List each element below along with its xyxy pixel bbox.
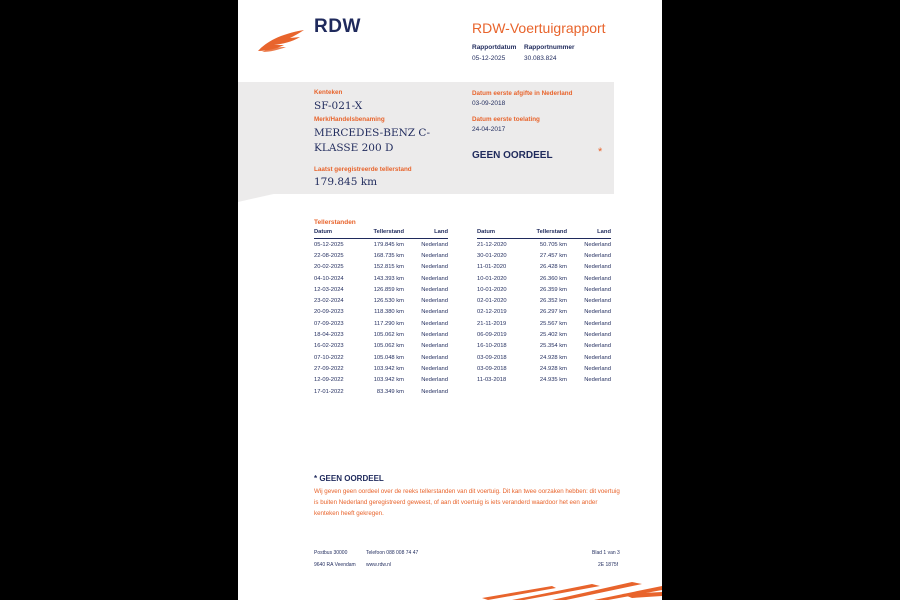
cell-km: 105.062 km: [373, 343, 404, 350]
cell-date: 07-10-2022: [314, 354, 344, 361]
cell-km: 50.705 km: [539, 241, 567, 248]
table-row: [477, 307, 611, 318]
odometer-section-title: Tellerstanden: [314, 219, 356, 226]
rdw-logo-icon: [256, 26, 308, 54]
cell-km: 83.349 km: [376, 388, 404, 395]
cell-country: Nederland: [584, 309, 611, 316]
cell-country: Nederland: [584, 365, 611, 372]
verdict: GEEN OORDEEL: [472, 150, 553, 161]
table-row: [477, 375, 611, 386]
cell-km: 24.928 km: [539, 354, 567, 361]
cell-country: Nederland: [584, 264, 611, 271]
cell-date: 11-01-2020: [477, 264, 507, 271]
report-page: [238, 0, 662, 600]
cell-country: Nederland: [584, 252, 611, 259]
note-title: * GEEN OORDEEL: [314, 474, 384, 483]
cell-date: 17-01-2022: [314, 388, 344, 395]
footer-page: Blad 1 van 3: [592, 550, 620, 556]
cell-km: 143.393 km: [373, 275, 404, 282]
table-row: [314, 386, 448, 397]
table-row: [314, 363, 448, 374]
cell-km: 26.297 km: [539, 309, 567, 316]
cell-km: 118.380 km: [374, 309, 404, 316]
table-row: [314, 250, 448, 261]
cell-country: Nederland: [421, 388, 448, 395]
table-row: [477, 262, 611, 273]
cell-km: 25.354 km: [539, 343, 567, 350]
cell-km: 126.530 km: [373, 298, 404, 305]
cell-country: Nederland: [421, 354, 448, 361]
cell-km: 105.062 km: [373, 332, 404, 339]
footer-postbus: Postbus 30000: [314, 550, 348, 556]
cell-country: Nederland: [584, 241, 611, 248]
plate-label: Kenteken: [314, 89, 343, 96]
cell-country: Nederland: [584, 298, 611, 305]
table-row: [314, 352, 448, 363]
cell-country: Nederland: [421, 241, 448, 248]
cell-date: 04-10-2024: [314, 275, 344, 282]
cell-country: Nederland: [584, 343, 611, 350]
table-row: [314, 318, 448, 329]
cell-date: 16-10-2018: [477, 343, 507, 350]
table-row: [477, 363, 611, 374]
col-km: Tellerstand: [527, 227, 567, 239]
cell-km: 26.352 km: [539, 298, 567, 305]
table-row: [314, 273, 448, 284]
cell-country: Nederland: [584, 320, 611, 327]
cell-km: 105.048 km: [373, 354, 404, 361]
odometer-table-right: [477, 227, 611, 386]
logo-text: RDW: [314, 16, 361, 37]
col-country: Land: [567, 227, 611, 239]
table-row: [314, 239, 448, 251]
footer-phone: Telefoon 088 008 74 47: [366, 550, 419, 556]
cell-country: Nederland: [584, 377, 611, 384]
table-row: [314, 341, 448, 352]
cell-country: Nederland: [421, 275, 448, 282]
report-title: RDW-Voertuigrapport: [472, 20, 606, 36]
table-row: [314, 307, 448, 318]
cell-country: Nederland: [421, 286, 448, 293]
cell-date: 30-01-2020: [477, 252, 507, 259]
report-date: 05-12-2025: [472, 55, 506, 62]
odometer-label: Laatst geregistreerde tellerstand: [314, 166, 412, 173]
cell-date: 03-09-2018: [477, 354, 507, 361]
cell-km: 27.457 km: [539, 252, 567, 259]
cell-date: 10-01-2020: [477, 286, 507, 293]
cell-date: 21-12-2020: [477, 241, 507, 248]
cell-km: 24.928 km: [539, 365, 567, 372]
make-label: Merk/Handelsbenaming: [314, 116, 385, 123]
cell-date: 02-12-2019: [477, 309, 507, 316]
cell-country: Nederland: [421, 309, 448, 316]
band-notch: [238, 193, 278, 202]
cell-country: Nederland: [421, 332, 448, 339]
cell-country: Nederland: [584, 332, 611, 339]
first-nl-label: Datum eerste afgifte in Nederland: [472, 90, 573, 97]
decorative-stripes-icon: [482, 580, 662, 600]
cell-km: 103.942 km: [373, 377, 404, 384]
footer-code: 2E 1875f: [598, 562, 619, 568]
table-row: [477, 273, 611, 284]
cell-date: 06-09-2019: [477, 332, 507, 339]
table-row: [477, 284, 611, 295]
col-date: Datum: [477, 227, 527, 239]
cell-date: 03-09-2018: [477, 365, 507, 372]
cell-km: 26.428 km: [539, 264, 567, 271]
make-line-1: MERCEDES-BENZ C-: [314, 127, 431, 139]
cell-km: 168.735 km: [373, 252, 404, 259]
cell-country: Nederland: [421, 320, 448, 327]
footer-address: 9640 RA Veendam: [314, 562, 356, 568]
cell-country: Nederland: [421, 365, 448, 372]
plate-value: SF-021-X: [314, 100, 363, 112]
cell-date: 27-09-2022: [314, 365, 344, 372]
cell-km: 103.942 km: [373, 365, 404, 372]
cell-km: 179.845 km: [373, 241, 404, 248]
cell-km: 152.815 km: [373, 264, 404, 271]
cell-date: 20-02-2025: [314, 264, 344, 271]
table-row: [314, 329, 448, 340]
cell-date: 12-03-2024: [314, 286, 344, 293]
table-row: [477, 341, 611, 352]
table-row: [314, 375, 448, 386]
cell-km: 25.402 km: [539, 332, 567, 339]
cell-km: 25.567 km: [539, 320, 567, 327]
cell-date: 21-11-2019: [477, 320, 507, 327]
table-row: [477, 239, 611, 251]
table-row: [477, 318, 611, 329]
cell-date: 23-02-2024: [314, 298, 344, 305]
col-km: Tellerstand: [364, 227, 404, 239]
cell-country: Nederland: [421, 298, 448, 305]
cell-country: Nederland: [584, 275, 611, 282]
table-row: [477, 352, 611, 363]
cell-country: Nederland: [421, 264, 448, 271]
cell-date: 05-12-2025: [314, 241, 344, 248]
cell-km: 117.290 km: [374, 320, 404, 327]
table-row: [314, 262, 448, 273]
cell-date: 18-04-2023: [314, 332, 344, 339]
footer-web: www.rdw.nl: [366, 562, 392, 568]
cell-date: 12-09-2022: [314, 377, 344, 384]
cell-km: 24.935 km: [539, 377, 567, 384]
table-row: [477, 295, 611, 306]
cell-date: 10-01-2020: [477, 275, 507, 282]
table-row: [477, 250, 611, 261]
cell-km: 26.359 km: [539, 286, 567, 293]
cell-km: 26.360 km: [539, 275, 567, 282]
cell-date: 16-02-2023: [314, 343, 344, 350]
report-number: 30.083.824: [524, 55, 557, 62]
report-number-label: Rapportnummer: [524, 44, 575, 51]
cell-date: 11-03-2018: [477, 377, 507, 384]
make-line-2: KLASSE 200 D: [314, 142, 394, 154]
cell-country: Nederland: [421, 343, 448, 350]
cell-date: 20-09-2023: [314, 309, 344, 316]
cell-country: Nederland: [584, 286, 611, 293]
first-admission-value: 24-04-2017: [472, 126, 506, 133]
col-date: Datum: [314, 227, 364, 239]
verdict-asterisk: *: [598, 146, 603, 158]
first-nl-value: 03-09-2018: [472, 100, 506, 107]
cell-date: 22-08-2025: [314, 252, 344, 259]
note-text: Wij geven geen oordeel over de reeks tellerstanden van dit voertuig. Dit kan twee oorzaken hebben: dit voertuig is buiten Nederland geregistreerd geweest, of aan dit voertuig is iets veranderd waardoor het een ander kenteken heeft gekregen.: [314, 488, 620, 517]
cell-date: 07-09-2023: [314, 320, 344, 327]
cell-country: Nederland: [421, 252, 448, 259]
cell-km: 126.859 km: [373, 286, 404, 293]
odometer-table-left: [314, 227, 448, 397]
first-admission-label: Datum eerste toelating: [472, 116, 540, 123]
table-row: [477, 329, 611, 340]
table-row: [314, 284, 448, 295]
cell-country: Nederland: [584, 354, 611, 361]
cell-date: 02-01-2020: [477, 298, 507, 305]
cell-country: Nederland: [421, 377, 448, 384]
table-row: [314, 295, 448, 306]
col-country: Land: [404, 227, 448, 239]
report-date-label: Rapportdatum: [472, 44, 517, 51]
odometer-value: 179.845 km: [314, 176, 378, 188]
